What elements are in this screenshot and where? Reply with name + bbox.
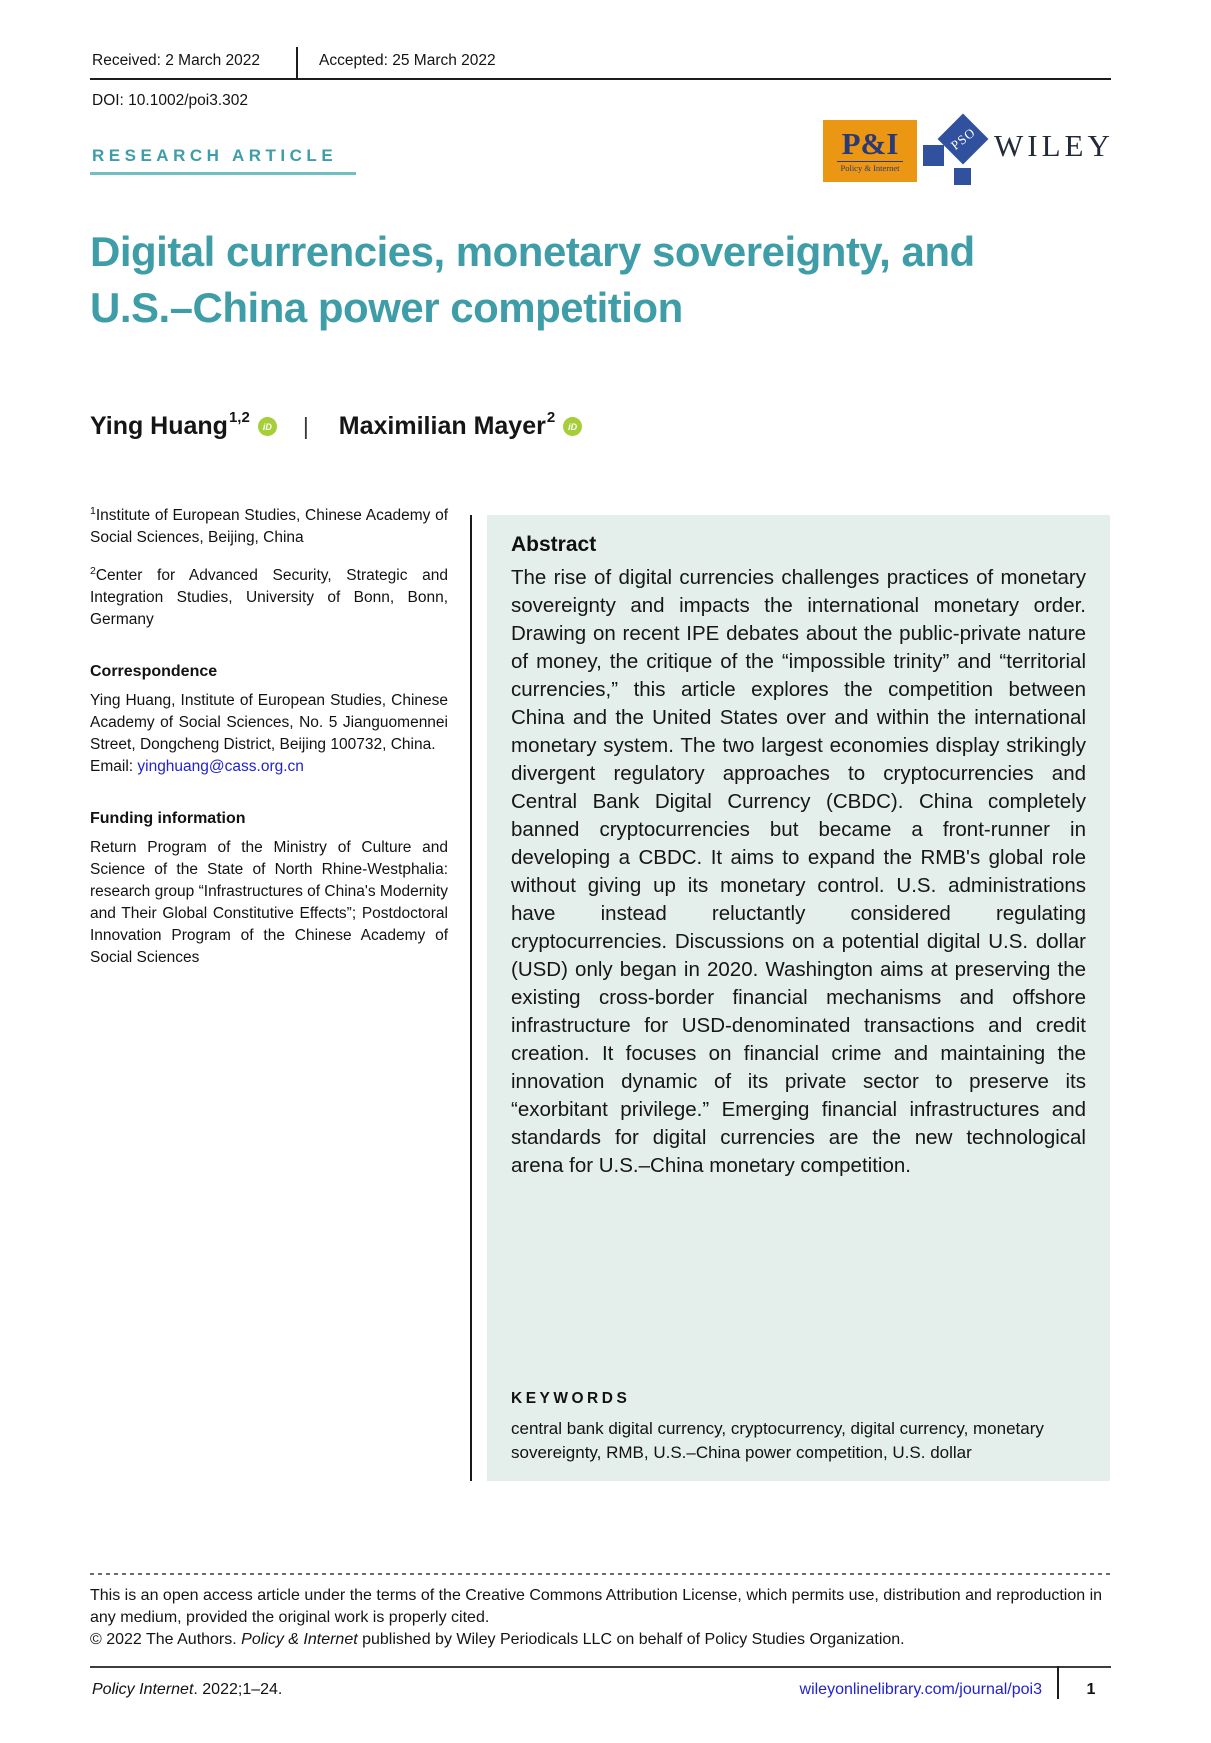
license-block xyxy=(90,1585,1111,1651)
page-number-divider xyxy=(1057,1666,1059,1699)
affiliation-marker: 1 xyxy=(90,505,96,517)
keywords-heading: KEYWORDS xyxy=(511,1390,631,1407)
abstract-heading: Abstract xyxy=(511,533,597,556)
abstract-panel xyxy=(487,515,1110,1481)
citation-journal-name: Policy Internet xyxy=(92,1681,194,1698)
byline-separator: | xyxy=(302,413,309,439)
author-affiliation-marker: 1,2 xyxy=(228,409,250,426)
orcid-icon[interactable]: iD xyxy=(563,417,582,436)
correspondence-heading: Correspondence xyxy=(90,663,218,681)
byline xyxy=(90,409,582,441)
affiliation xyxy=(90,500,448,549)
wiley-logo: WILEY xyxy=(994,128,1114,163)
copyright-prefix: © 2022 The Authors. xyxy=(90,1631,242,1648)
page-number: 1 xyxy=(1086,1681,1096,1698)
funding-heading: Funding information xyxy=(90,810,246,828)
pso-square-bottom xyxy=(954,168,971,185)
citation xyxy=(92,1681,282,1699)
policy-internet-logo-subtitle: Policy & Internet xyxy=(837,161,902,173)
pso-square-left xyxy=(923,145,944,166)
header-divider xyxy=(296,47,298,78)
article-title-line1: Digital currencies, monetary sovereignty, and xyxy=(90,228,975,275)
pso-logo-text: PSO xyxy=(947,124,979,153)
correspondence-body: Ying Huang, Institute of European Studies, Chinese Academy of Social Sciences, No. 5 Jianguomennei Street, Dongcheng District, Beijing 100732, China. xyxy=(90,692,448,754)
column-divider xyxy=(470,515,472,1481)
author-affiliation-marker: 2 xyxy=(546,409,556,426)
abstract-body: The rise of digital currencies challenges practices of monetary sovereignty and impacts the international monetary order. Drawing on recent IPE debates about the public-private nature of money, the critique of the “impossible trinity” and “territorial currencies,” this article explores the competition between China and the United States over and within the international monetary system. The two largest economies display strikingly divergent regulatory approaches to cryptocurrencies and Central Bank Digital Currency (CBDC). China completely banned cryptocurrencies but became a front-runner in developing a CBDC. It aims to expand the RMB's global role without giving up its monetary control. U.S. administrations have instead reluctantly considered regulating cryptocurrencies. Discussions on a potential digital U.S. dollar (USD) only began in 2020. Washington aims at preserving the existing cross-border financial mechanisms and offshore infrastructure for USD-denominated transactions and credit creation. It focuses on financial crime and maintaining the innovation dynamic of its private sector to preserve its “exorbitant privilege.” Emerging financial infrastructures and standards for digital currencies are the new technological arena for U.S.–China monetary competition. xyxy=(511,566,1086,1177)
article-type-label: RESEARCH ARTICLE xyxy=(92,146,338,165)
header-rule xyxy=(90,78,1111,80)
pso-logo xyxy=(923,114,991,188)
policy-internet-logo xyxy=(823,120,917,182)
author-name: Maximilian Mayer xyxy=(338,412,546,440)
affiliation-text: Institute of European Studies, Chinese Academy of Social Sciences, Beijing, China xyxy=(90,507,448,547)
article-title-line2: U.S.–China power competition xyxy=(90,284,683,331)
open-access-note: This is an open access article under the terms of the Creative Commons Attribution License, which permits use, distribution and reproduction in any medium, provided the original work is properly cited. xyxy=(90,1587,1103,1626)
affiliation-marker: 2 xyxy=(90,565,96,578)
left-column xyxy=(90,500,448,980)
affiliation xyxy=(90,560,448,631)
article-type-underline xyxy=(90,172,356,175)
email-label: Email: xyxy=(90,758,138,776)
accepted-date: Accepted: 25 March 2022 xyxy=(319,52,496,69)
footer-dotted-rule xyxy=(90,1573,1111,1575)
footer-rule xyxy=(90,1666,1111,1668)
doi: DOI: 10.1002/poi3.302 xyxy=(92,92,248,109)
keywords-body: central bank digital currency, cryptocurrency, digital currency, monetary sovereignty, RMB, U.S.–China power competition, U.S. dollar xyxy=(511,1419,1044,1462)
journal-url-link[interactable]: wileyonlinelibrary.com/journal/poi3 xyxy=(799,1681,1042,1698)
citation-details: . 2022;1–24. xyxy=(193,1681,283,1698)
article-title xyxy=(90,224,1030,336)
copyright-note xyxy=(90,1629,1111,1651)
copyright-suffix: published by Wiley Periodicals LLC on behalf of Policy Studies Organization. xyxy=(357,1631,905,1648)
orcid-icon[interactable]: iD xyxy=(258,417,277,436)
email-line xyxy=(90,756,448,778)
policy-internet-logo-text: P&I xyxy=(841,126,899,161)
author-name: Ying Huang xyxy=(90,412,228,440)
received-date: Received: 2 March 2022 xyxy=(92,52,261,69)
copyright-journal-name: Policy & Internet xyxy=(241,1631,358,1648)
keywords-block xyxy=(511,1390,1086,1465)
email-link[interactable]: yinghuang@cass.org.cn xyxy=(137,758,304,776)
affiliation-text: Center for Advanced Security, Strategic and Integration Studies, University of Bonn, Bonn, Germany xyxy=(90,567,448,629)
funding-body: Return Program of the Ministry of Culture and Science of the State of North Rhine-Westphalia: research group “Infrastructures of China's Modernity and Their Global Constitutive Effects”; Postdoctoral Innovation Program of the Chinese Academy of Social Sciences xyxy=(90,839,448,967)
